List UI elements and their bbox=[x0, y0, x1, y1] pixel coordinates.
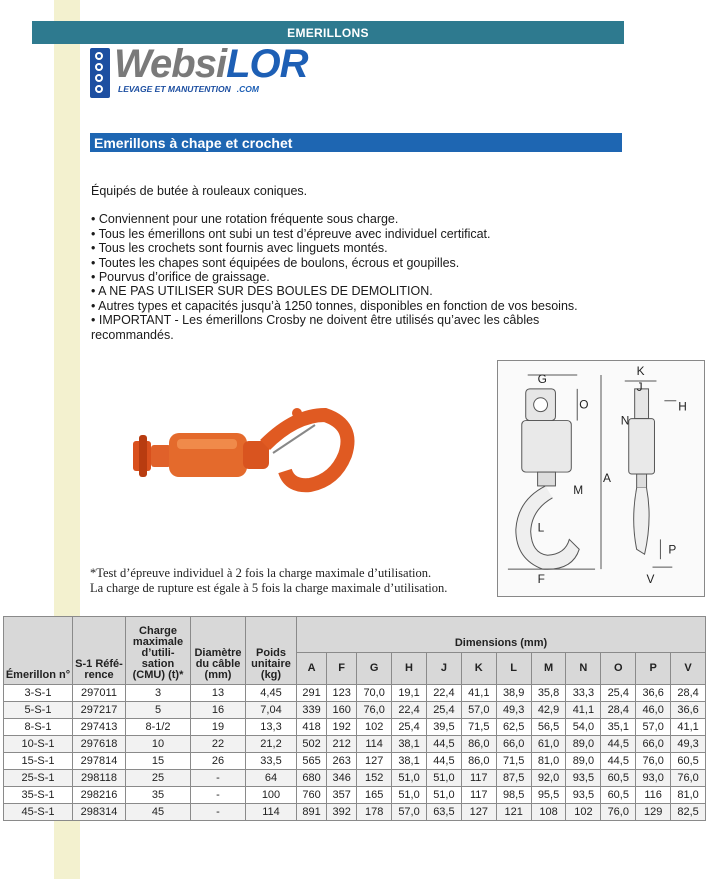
col-header-diametre: Diamètre du câble (mm) bbox=[191, 617, 246, 685]
product-description bbox=[91, 184, 591, 342]
col-header-dim-h: H bbox=[392, 653, 427, 685]
table-cell: 102 bbox=[566, 804, 601, 821]
table-cell: 51,0 bbox=[426, 770, 461, 787]
table-cell: 26 bbox=[191, 753, 246, 770]
table-cell: 10-S-1 bbox=[4, 736, 73, 753]
diagram-label-o: O bbox=[579, 397, 589, 412]
table-cell: 49,3 bbox=[671, 736, 706, 753]
table-cell: 76,0 bbox=[357, 702, 392, 719]
table-cell: 51,0 bbox=[392, 787, 427, 804]
col-header-dim-f: F bbox=[327, 653, 357, 685]
table-row bbox=[4, 804, 706, 821]
table-cell: 28,4 bbox=[601, 702, 636, 719]
table-cell: 346 bbox=[327, 770, 357, 787]
page-header bbox=[32, 21, 624, 44]
table-cell: 39,5 bbox=[426, 719, 461, 736]
table-cell: - bbox=[191, 787, 246, 804]
table-cell: 5 bbox=[126, 702, 191, 719]
table-cell: 192 bbox=[327, 719, 357, 736]
table-cell: 89,0 bbox=[566, 736, 601, 753]
table-cell: 66,0 bbox=[636, 736, 671, 753]
table-cell: 71,5 bbox=[496, 753, 531, 770]
table-cell: 114 bbox=[246, 804, 297, 821]
table-cell: 60,5 bbox=[671, 753, 706, 770]
table-cell: 44,5 bbox=[426, 736, 461, 753]
col-header-dim-n: N bbox=[566, 653, 601, 685]
table-cell: 89,0 bbox=[566, 753, 601, 770]
table-cell: 49,3 bbox=[496, 702, 531, 719]
table-cell: 57,0 bbox=[636, 719, 671, 736]
diagram-label-k: K bbox=[636, 364, 645, 379]
table-cell: 54,0 bbox=[566, 719, 601, 736]
table-cell: 33,5 bbox=[246, 753, 297, 770]
table-cell: 297011 bbox=[73, 685, 126, 702]
table-cell: 81,0 bbox=[671, 787, 706, 804]
specification-table bbox=[3, 616, 706, 821]
table-cell: 129 bbox=[636, 804, 671, 821]
col-header-dim-g: G bbox=[357, 653, 392, 685]
table-cell: 92,0 bbox=[531, 770, 566, 787]
table-cell: 19 bbox=[191, 719, 246, 736]
diagram-label-h: H bbox=[678, 399, 687, 414]
footnote-rupture: La charge de rupture est égale à 5 fois la charge maximale d’utilisation. bbox=[90, 581, 448, 595]
table-cell: 297618 bbox=[73, 736, 126, 753]
col-header-dim-o: O bbox=[601, 653, 636, 685]
diagram-label-v: V bbox=[646, 571, 655, 586]
table-cell: - bbox=[191, 770, 246, 787]
dimension-diagram bbox=[497, 360, 705, 597]
feature-bullet: • Tous les émerillons ont subi un test d’épreuve avec individuel certificat. bbox=[91, 226, 491, 241]
websilor-logo bbox=[90, 42, 330, 98]
swivel-hook-photo bbox=[125, 405, 365, 505]
table-cell: 71,5 bbox=[461, 719, 496, 736]
table-cell: 263 bbox=[327, 753, 357, 770]
table-cell: 5-S-1 bbox=[4, 702, 73, 719]
table-cell: 22,4 bbox=[392, 702, 427, 719]
table-cell: 36,6 bbox=[671, 702, 706, 719]
table-cell: 28,4 bbox=[671, 685, 706, 702]
table-cell: 45-S-1 bbox=[4, 804, 73, 821]
page-title: EMERILLONS bbox=[287, 25, 369, 40]
table-cell: 178 bbox=[357, 804, 392, 821]
table-row bbox=[4, 736, 706, 753]
table-cell: 46,0 bbox=[636, 702, 671, 719]
table-cell: 891 bbox=[297, 804, 327, 821]
table-cell: 76,0 bbox=[636, 753, 671, 770]
table-cell: 86,0 bbox=[461, 753, 496, 770]
diagram-label-j: J bbox=[636, 379, 643, 394]
col-header-dim-v: V bbox=[671, 653, 706, 685]
diagram-label-m: M bbox=[573, 482, 584, 497]
table-cell: 35-S-1 bbox=[4, 787, 73, 804]
footnotes bbox=[90, 566, 500, 596]
feature-bullet: • A NE PAS UTILISER SUR DES BOULES DE DEMOLITION. bbox=[91, 284, 433, 299]
table-cell: 298118 bbox=[73, 770, 126, 787]
table-row bbox=[4, 787, 706, 804]
table-cell: 51,0 bbox=[392, 770, 427, 787]
diagram-label-a: A bbox=[602, 470, 611, 485]
logo-tagline: LEVAGE ET MANUTENTION .COM bbox=[118, 84, 259, 94]
table-cell: 212 bbox=[327, 736, 357, 753]
table-cell: 93,5 bbox=[566, 770, 601, 787]
table-cell: 297814 bbox=[73, 753, 126, 770]
table-cell: 117 bbox=[461, 770, 496, 787]
chain-icon bbox=[90, 48, 110, 98]
table-cell: 339 bbox=[297, 702, 327, 719]
table-cell: 418 bbox=[297, 719, 327, 736]
table-cell: 41,1 bbox=[566, 702, 601, 719]
table-row bbox=[4, 770, 706, 787]
feature-bullet: • Pourvus d’orifice de graissage. bbox=[91, 270, 270, 285]
col-header-ref: S-1 Réfé- rence bbox=[73, 617, 126, 685]
table-cell: 51,0 bbox=[426, 787, 461, 804]
table-cell: 38,9 bbox=[496, 685, 531, 702]
diagram-label-n: N bbox=[620, 413, 630, 428]
section-heading bbox=[90, 133, 622, 152]
col-header-dim-m: M bbox=[531, 653, 566, 685]
table-cell: 297217 bbox=[73, 702, 126, 719]
table-row bbox=[4, 719, 706, 736]
table-cell: 123 bbox=[327, 685, 357, 702]
table-cell: 64 bbox=[246, 770, 297, 787]
table-cell: 60,5 bbox=[601, 787, 636, 804]
table-cell: 114 bbox=[357, 736, 392, 753]
table-cell: 22 bbox=[191, 736, 246, 753]
table-cell: 38,1 bbox=[392, 753, 427, 770]
col-header-charge: Charge maximale d’utili- sation (CMU) (t)* bbox=[126, 617, 191, 685]
table-cell: 62,5 bbox=[496, 719, 531, 736]
footnote-test: *Test d’épreuve individuel à 2 fois la charge maximale d’utilisation. bbox=[90, 566, 432, 580]
table-body bbox=[4, 685, 706, 821]
table-cell: 25-S-1 bbox=[4, 770, 73, 787]
table-cell: 4,45 bbox=[246, 685, 297, 702]
section-title: Emerillons à chape et crochet bbox=[94, 134, 293, 151]
col-header-dim-l: L bbox=[496, 653, 531, 685]
table-cell: 86,0 bbox=[461, 736, 496, 753]
table-cell: 13,3 bbox=[246, 719, 297, 736]
table-cell: 57,0 bbox=[461, 702, 496, 719]
table-cell: 35,8 bbox=[531, 685, 566, 702]
table-cell: 13 bbox=[191, 685, 246, 702]
table-cell: 297413 bbox=[73, 719, 126, 736]
table-cell: 87,5 bbox=[496, 770, 531, 787]
table-cell: 25 bbox=[126, 770, 191, 787]
table-row bbox=[4, 753, 706, 770]
table-cell: 60,5 bbox=[601, 770, 636, 787]
col-header-dim-k: K bbox=[461, 653, 496, 685]
table-cell: 565 bbox=[297, 753, 327, 770]
table-cell: 35,1 bbox=[601, 719, 636, 736]
table-cell: 16 bbox=[191, 702, 246, 719]
table-cell: 3 bbox=[126, 685, 191, 702]
table-cell: 15 bbox=[126, 753, 191, 770]
table-cell: 298314 bbox=[73, 804, 126, 821]
table-cell: 44,5 bbox=[426, 753, 461, 770]
col-header-poids: Poids unitaire (kg) bbox=[246, 617, 297, 685]
feature-bullet: • Tous les crochets sont fournis avec linguets montés. bbox=[91, 241, 388, 256]
table-cell: 8-1/2 bbox=[126, 719, 191, 736]
table-cell: 680 bbox=[297, 770, 327, 787]
table-cell: 392 bbox=[327, 804, 357, 821]
table-cell: 56,5 bbox=[531, 719, 566, 736]
feature-bullet: • Autres types et capacités jusqu’à 1250 tonnes, disponibles en fonction de vos besoins. bbox=[91, 298, 578, 313]
table-cell: 22,4 bbox=[426, 685, 461, 702]
feature-bullet: • Toutes les chapes sont équipées de boulons, écrous et goupilles. bbox=[91, 255, 460, 270]
table-cell: 116 bbox=[636, 787, 671, 804]
table-cell: 61,0 bbox=[531, 736, 566, 753]
table-cell: 57,0 bbox=[392, 804, 427, 821]
table-cell: 152 bbox=[357, 770, 392, 787]
table-cell: 117 bbox=[461, 787, 496, 804]
table-cell: 25,4 bbox=[601, 685, 636, 702]
table-cell: 25,4 bbox=[392, 719, 427, 736]
table-cell: 102 bbox=[357, 719, 392, 736]
table-cell: 42,9 bbox=[531, 702, 566, 719]
table-cell: 7,04 bbox=[246, 702, 297, 719]
table-cell: 98,5 bbox=[496, 787, 531, 804]
col-header-dim-p: P bbox=[636, 653, 671, 685]
col-header-dim-j: J bbox=[426, 653, 461, 685]
table-cell: 76,0 bbox=[601, 804, 636, 821]
col-header-dimensions: Dimensions (mm) bbox=[297, 617, 706, 653]
table-cell: 66,0 bbox=[496, 736, 531, 753]
table-cell: 357 bbox=[327, 787, 357, 804]
table-cell: 127 bbox=[461, 804, 496, 821]
table-row bbox=[4, 685, 706, 702]
table-cell: 160 bbox=[327, 702, 357, 719]
diagram-label-g: G bbox=[537, 371, 547, 386]
table-cell: 44,5 bbox=[601, 753, 636, 770]
table-cell: 41,1 bbox=[461, 685, 496, 702]
table-cell: 21,2 bbox=[246, 736, 297, 753]
col-header-dim-a: A bbox=[297, 653, 327, 685]
table-cell: 70,0 bbox=[357, 685, 392, 702]
table-cell: - bbox=[191, 804, 246, 821]
table-cell: 127 bbox=[357, 753, 392, 770]
table-cell: 19,1 bbox=[392, 685, 427, 702]
col-header-emerillon: Émerillon n° bbox=[4, 617, 73, 685]
feature-bullet: • IMPORTANT - Les émerillons Crosby ne doivent être utilisés qu’avec les câbles recommandés. bbox=[91, 313, 540, 342]
table-cell: 35 bbox=[126, 787, 191, 804]
table-cell: 82,5 bbox=[671, 804, 706, 821]
table-cell: 38,1 bbox=[392, 736, 427, 753]
table-cell: 15-S-1 bbox=[4, 753, 73, 770]
table-cell: 81,0 bbox=[531, 753, 566, 770]
table-cell: 95,5 bbox=[531, 787, 566, 804]
table-cell: 25,4 bbox=[426, 702, 461, 719]
table-cell: 108 bbox=[531, 804, 566, 821]
table-cell: 291 bbox=[297, 685, 327, 702]
feature-bullet: • Conviennent pour une rotation fréquente sous charge. bbox=[91, 212, 399, 227]
table-cell: 93,0 bbox=[636, 770, 671, 787]
diagram-label-p: P bbox=[668, 542, 677, 557]
table-cell: 36,6 bbox=[636, 685, 671, 702]
table-cell: 45 bbox=[126, 804, 191, 821]
table-cell: 8-S-1 bbox=[4, 719, 73, 736]
table-cell: 121 bbox=[496, 804, 531, 821]
table-row bbox=[4, 702, 706, 719]
table-cell: 100 bbox=[246, 787, 297, 804]
table-cell: 44,5 bbox=[601, 736, 636, 753]
table-cell: 3-S-1 bbox=[4, 685, 73, 702]
table-cell: 165 bbox=[357, 787, 392, 804]
table-cell: 33,3 bbox=[566, 685, 601, 702]
table-cell: 502 bbox=[297, 736, 327, 753]
logo-wordmark: WebsiLOR bbox=[114, 42, 308, 86]
table-cell: 298216 bbox=[73, 787, 126, 804]
table-cell: 76,0 bbox=[671, 770, 706, 787]
diagram-label-f: F bbox=[537, 571, 545, 586]
table-cell: 93,5 bbox=[566, 787, 601, 804]
table-cell: 41,1 bbox=[671, 719, 706, 736]
table-cell: 760 bbox=[297, 787, 327, 804]
table-cell: 10 bbox=[126, 736, 191, 753]
table-cell: 63,5 bbox=[426, 804, 461, 821]
intro-lead: Équipés de butée à rouleaux coniques. bbox=[91, 184, 308, 198]
diagram-label-l: L bbox=[537, 520, 545, 535]
